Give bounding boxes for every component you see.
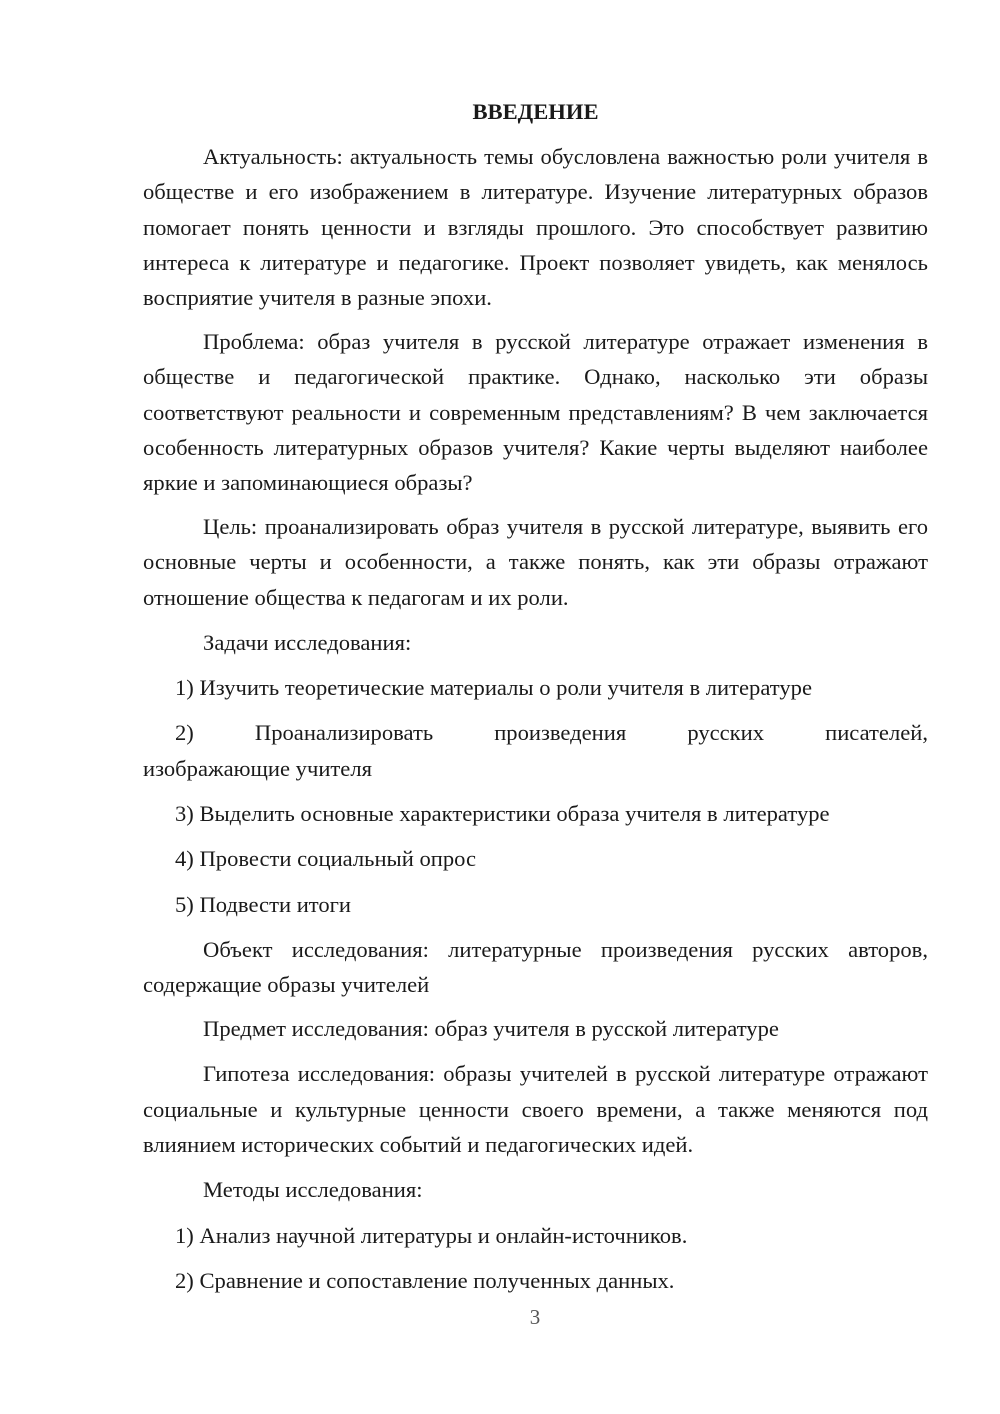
task-item-4: 4) Провести социальный опрос	[175, 846, 477, 872]
hypothesis-paragraph: Гипотеза исследования: образы учителей в русской литературе отражают социальные и культурные ценности своего времени, а также меняются под влиянием исторических событий и педагогических идей.	[143, 1061, 928, 1157]
task-item-2-line-2: изображающие учителя	[143, 755, 373, 781]
object-paragraph: Объект исследования: литературные произведения русских авторов, содержащие образы учителей	[143, 936, 928, 998]
page-number: 3	[529, 1305, 541, 1329]
method-item-2: 2) Сравнение и сопоставление полученных данных.	[175, 1267, 675, 1293]
document-page	[143, 94, 928, 1308]
problem-paragraph: Проблема: образ учителя в русской литературе отражает изменения в обществе и педагогической практике. Однако, насколько эти образы соответствуют реальности и современным представлениям? В чем заключается особенность литературных образов учителя? Какие черты выделяют наиболее яркие и запоминающиеся образы?	[143, 328, 928, 496]
relevance-paragraph: Актуальность: актуальность темы обусловлена важностью роли учителя в обществе и его изображением в литературе. Изучение литературных образов помогает понять ценности и взгляды прошлого. Это способствует развитию интереса к литературе и педагогике. Проект позволяет увидеть, как менялось восприятие учителя в разные эпохи.	[143, 144, 928, 311]
section-heading: ВВЕДЕНИЕ	[472, 99, 599, 124]
subject-paragraph: Предмет исследования: образ учителя в русской литературе	[203, 1016, 779, 1042]
task-item-2-line-1: 2) Проанализировать произведения русских писателей,	[175, 720, 928, 746]
task-item-3: 3) Выделить основные характеристики образа учителя в литературе	[175, 801, 830, 827]
methods-title: Методы исследования:	[203, 1177, 423, 1203]
tasks-title: Задачи исследования:	[203, 629, 412, 655]
task-item-2	[143, 715, 928, 786]
task-item-5: 5) Подвести итоги	[175, 891, 352, 917]
method-item-1: 1) Анализ научной литературы и онлайн-источников.	[175, 1222, 688, 1248]
goal-paragraph: Цель: проанализировать образ учителя в русской литературе, выявить его основные черты и особенности, а также понять, как эти образы отражают отношение общества к педагогам и их роли.	[143, 513, 928, 610]
task-item-1: 1) Изучить теоретические материалы о роли учителя в литературе	[175, 675, 812, 701]
